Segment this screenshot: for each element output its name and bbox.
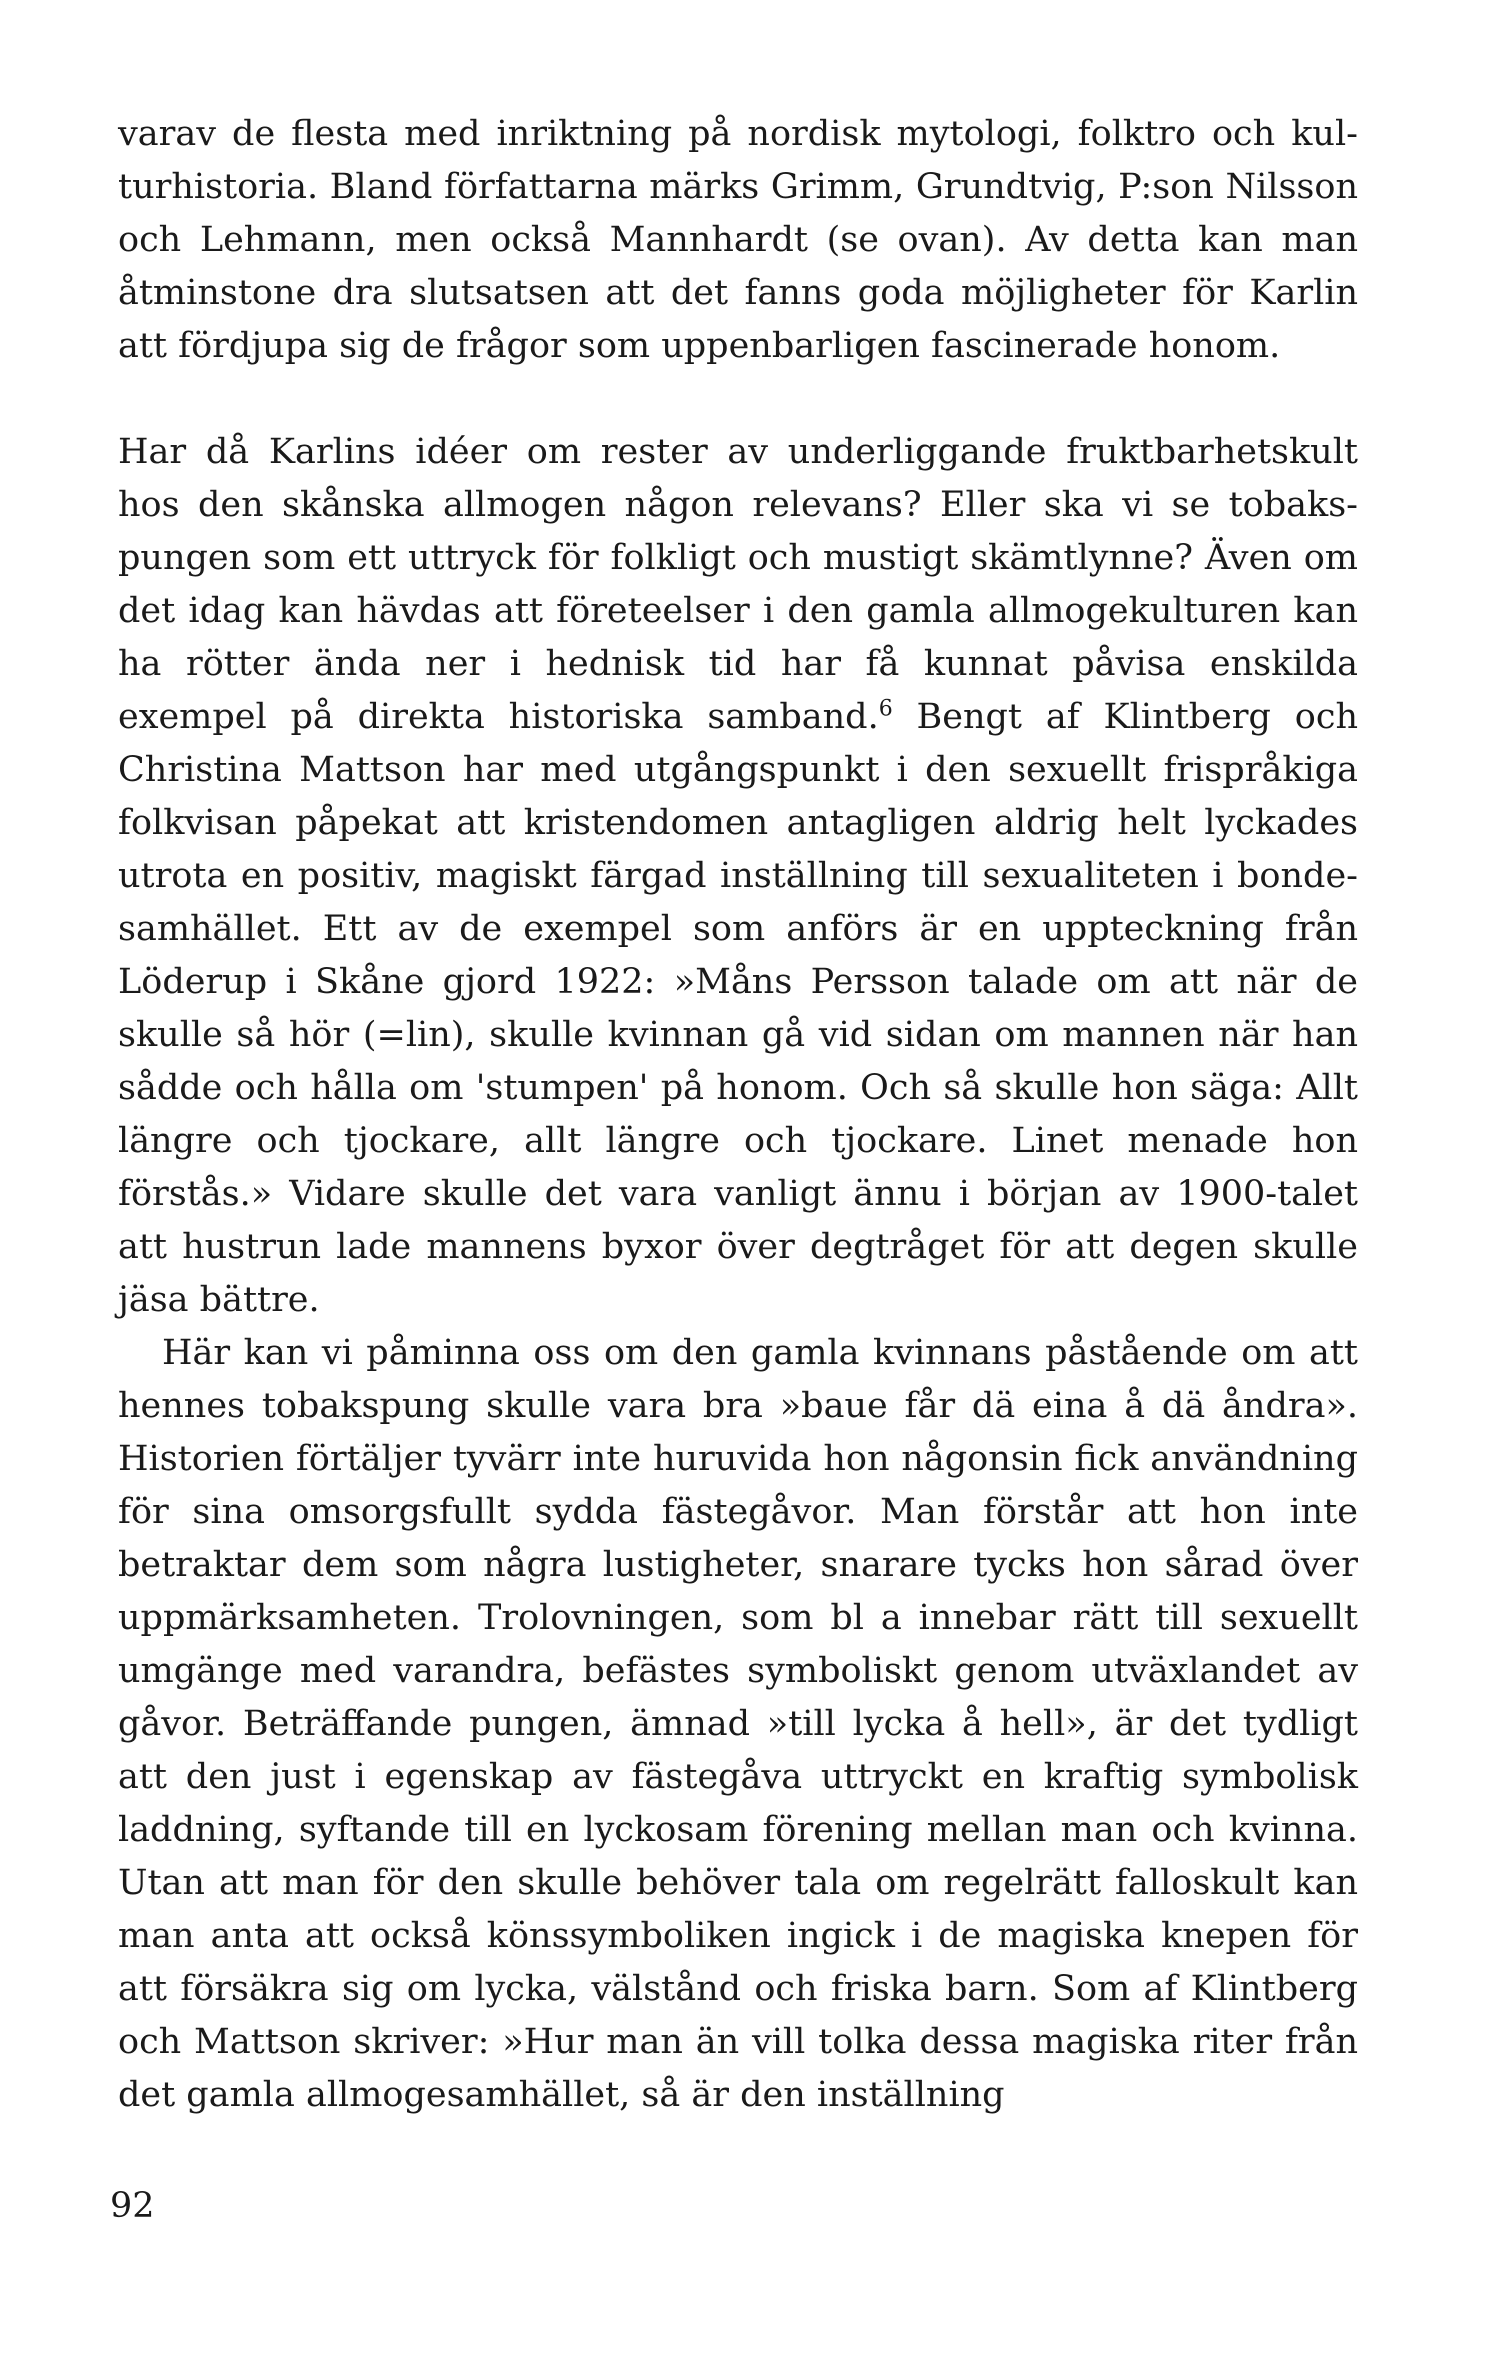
paragraph-2 (118, 426, 1358, 1327)
footnote-reference: 6 (878, 696, 893, 722)
body-text (118, 108, 1358, 2122)
page-body (118, 108, 1358, 2122)
paragraph-2-text: Har då Karlins idéer om rester av underliggande fruktbarhetskult hos den skånska allmogen någon relevans? Eller ska vi se tobakspungen som ett uttryck för folkligt och mustigt skämtlynne? Även om det idag kan hävdas att företeelser i den gamla allmogekulturen kan ha rötter ända ner i hednisk tid har få kunnat påvisa enskilda exempel på direkta historiska samband. (118, 432, 1358, 737)
page-number: 92 (110, 2186, 155, 2226)
paragraph-2-text-continued: Bengt af Klintberg och Christina Mattson har med utgångspunkt i den sexuellt frispråkiga folkvisan påpekat att kristendomen antagligen aldrig helt lyckades utrota en positiv, magiskt färgad inställning till sexualiteten i bondesamhället. Ett av de exempel som anförs är en uppteckning från Löderup i Skåne gjord 1922: »Måns Persson talade om att när de skulle så hör (=lin), skulle kvinnan gå vid sidan om mannen när han sådde och hålla om 'stumpen' på honom. Och så skulle hon säga: Allt längre och tjockare, allt längre och tjockare. Linet menade hon förstås.» Vidare skulle det vara vanligt ännu i början av 1900-talet att hustrun lade mannens byxor över degtråget för att degen skulle jäsa bättre. (118, 697, 1358, 1320)
paragraph-3: Här kan vi påminna oss om den gamla kvinnans påstående om att hennes tobakspung skulle vara bra »baue får dä eina å dä åndra». Historien förtäljer tyvärr inte huruvida hon någonsin fick användning för sina omsorgsfullt sydda fästegåvor. Man förstår att hon inte betraktar dem som några lustigheter, snarare tycks hon sårad över uppmärksamheten. Trolovningen, som bl a innebar rätt till sexuellt umgänge med varandra, befästes symboliskt genom utväxlandet av gåvor. Beträffande pungen, ämnad »till lycka å hell», är det tydligt att den just i egenskap av fästegåva uttryckt en kraftig symbolisk laddning, syftande till en lyckosam förening mellan man och kvinna. Utan att man för den skulle behöver tala om regelrätt falloskult kan man anta att också könssymboliken ingick i de magiska knepen för att försäkra sig om lycka, välstånd och friska barn. Som af Klintberg och Mattson skriver: »Hur man än vill tolka dessa magiska riter från det gamla allmogesamhället, så är den inställning (118, 1333, 1358, 2115)
paragraph-1: varav de flesta med inriktning på nordisk mytologi, folktro och kulturhistoria. Bland författarna märks Grimm, Grundtvig, P:son Nilsson och Lehmann, men också Mannhardt (se ovan). Av detta kan man åtminstone dra slutsatsen att det fanns goda möjligheter för Karlin att fördjupa sig de frågor som uppenbarligen fascinerade honom. (118, 114, 1358, 366)
